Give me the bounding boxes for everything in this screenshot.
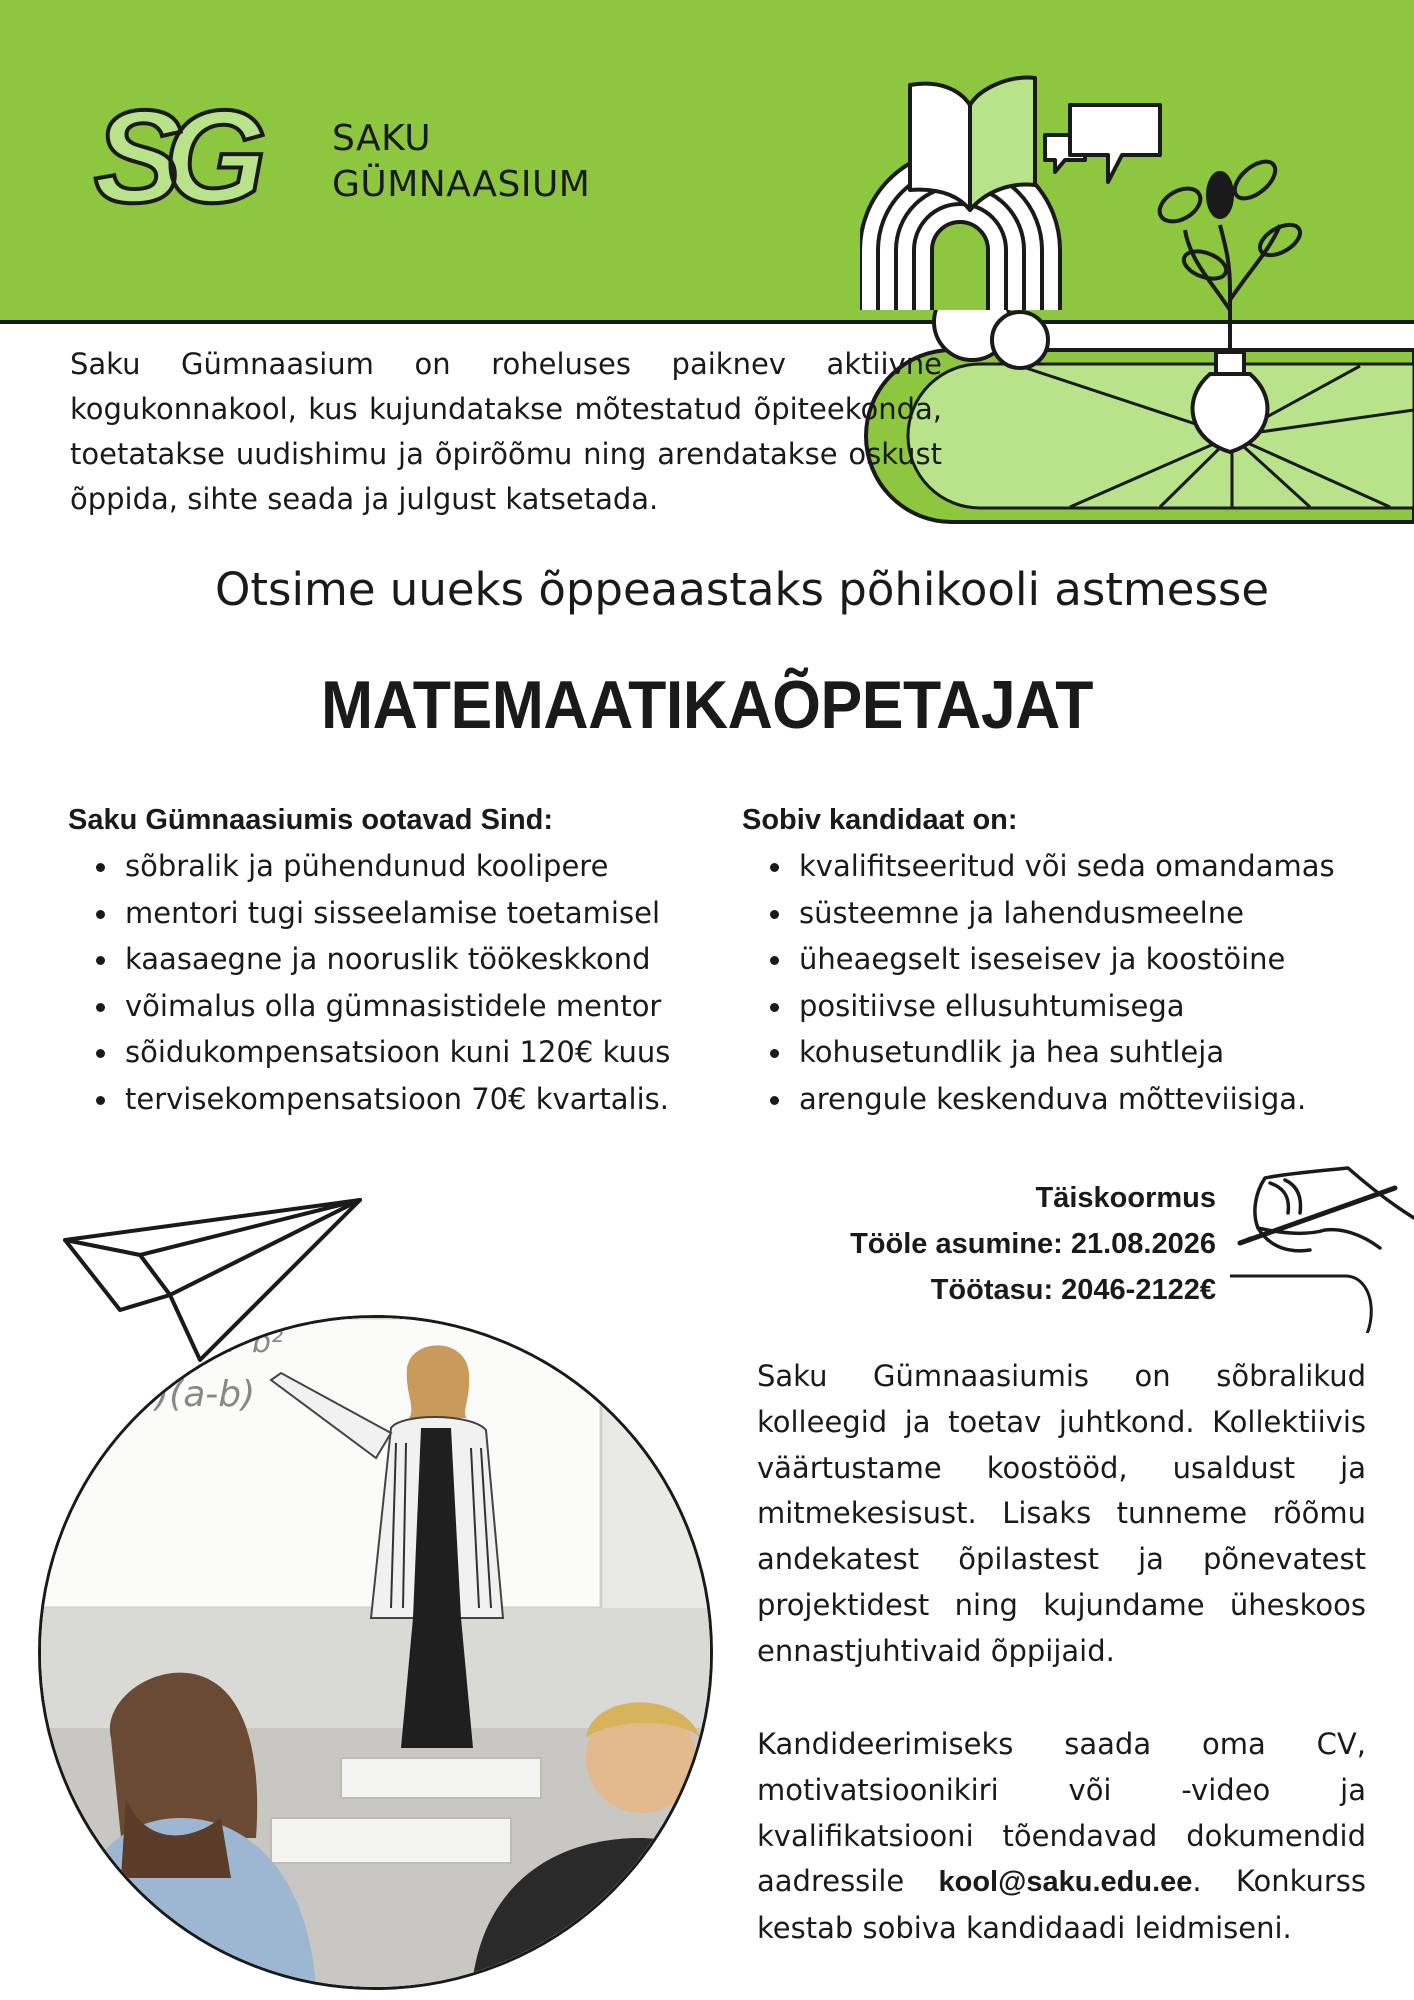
about-paragraph: Saku Gümnaasiumis on sõbralikud kolleegid ja toetav juhtkond. Kollektiivis väärtustame koostööd, usaldust ja mitmekesisust. Lisaks tunneme rõõmu andekatest õpilastest ja põnevatest projektidest ning kujundame üheskoos ennastjuhtivaid õppijaid. bbox=[757, 1359, 1366, 1668]
list-item: kvalifitseeritud või seda omandamas bbox=[742, 843, 1382, 890]
job-title: MATEMAATIKAÕPETAJAT bbox=[320, 667, 1094, 743]
offer-section bbox=[68, 797, 708, 1122]
offer-heading: Saku Gümnaasiumis ootavad Sind: bbox=[68, 804, 554, 836]
school-name bbox=[332, 116, 590, 208]
apply-text: Kandideerimiseks saada oma CV, motivatsioonikiri või -video ja kvalifikatsiooni tõendavad dokumendid aadressile bbox=[757, 1727, 1366, 1899]
list-item: süsteemne ja lahendusmeelne bbox=[742, 890, 1382, 937]
board-formula: a² - 2ab + b² bbox=[91, 1325, 284, 1360]
plant-icon bbox=[1154, 155, 1305, 360]
list-item: üheaegselt iseseisev ja koostöine bbox=[742, 936, 1382, 983]
classroom-photo bbox=[38, 1315, 713, 1990]
list-item: kaasaegne ja nooruslik töökeskkond bbox=[68, 936, 708, 983]
job-salary: Töötasu: 2046-2122€ bbox=[930, 1274, 1216, 1306]
candidate-list bbox=[742, 843, 1382, 1122]
list-item: tervisekompensatsioon 70€ kvartalis. bbox=[68, 1076, 708, 1123]
decorative-illustration bbox=[860, 60, 1414, 530]
list-item: sõidukompensatsioon kuni 120€ kuus bbox=[68, 1029, 708, 1076]
subheading: Otsime uueks õppeaastaks põhikooli astmesse bbox=[214, 563, 1270, 616]
job-load: Täiskoormus bbox=[1035, 1182, 1216, 1214]
school-name-line1: SAKU bbox=[332, 118, 432, 159]
school-logo bbox=[88, 90, 308, 220]
logo-letters: SG bbox=[94, 90, 249, 220]
pill-icon bbox=[866, 350, 1414, 522]
candidate-section bbox=[742, 797, 1382, 1122]
offer-list bbox=[68, 843, 708, 1122]
list-item: võimalus olla gümnasistidele mentor bbox=[68, 983, 708, 1030]
apply-text-end: . Konkurss kestab sobiva kandidaadi leidmiseni. bbox=[757, 1864, 1366, 1946]
classroom-illustration bbox=[41, 1318, 713, 1990]
candidate-heading: Sobiv kandidaat on: bbox=[742, 804, 1018, 836]
list-item: mentori tugi sisseelamise toetamisel bbox=[68, 890, 708, 937]
apply-paragraph bbox=[757, 1722, 1366, 1952]
job-start-date: Tööle asumine: 21.08.2026 bbox=[850, 1228, 1216, 1260]
hand-writing-icon bbox=[1230, 1158, 1414, 1333]
intro-paragraph: Saku Gümnaasium on roheluses paiknev aktiivne kogukonnakool, kus kujundatakse mõtestatud õpiteekonda, toetatakse uudishimu ja õpirõõmu ning arendatakse oskust õppida, sihte seada ja julgust katsetada. bbox=[70, 347, 942, 516]
svg-text:✻: ✻ bbox=[641, 1905, 663, 1935]
email-link[interactable]: kool@saku.edu.ee bbox=[938, 1866, 1193, 1899]
list-item: sõbralik ja pühendunud koolipere bbox=[68, 843, 708, 890]
school-name-line2: GÜMNAASIUM bbox=[332, 164, 591, 205]
board-formula: (a+b)(a-b) bbox=[66, 1374, 256, 1415]
list-item: positiivse ellusuhtumisega bbox=[742, 983, 1382, 1030]
list-item: kohusetundlik ja hea suhtleja bbox=[742, 1029, 1382, 1076]
job-info bbox=[700, 1175, 1216, 1313]
list-item: arengule keskenduva mõtteviisiga. bbox=[742, 1076, 1382, 1123]
speech-bubble-icon bbox=[1045, 105, 1160, 182]
